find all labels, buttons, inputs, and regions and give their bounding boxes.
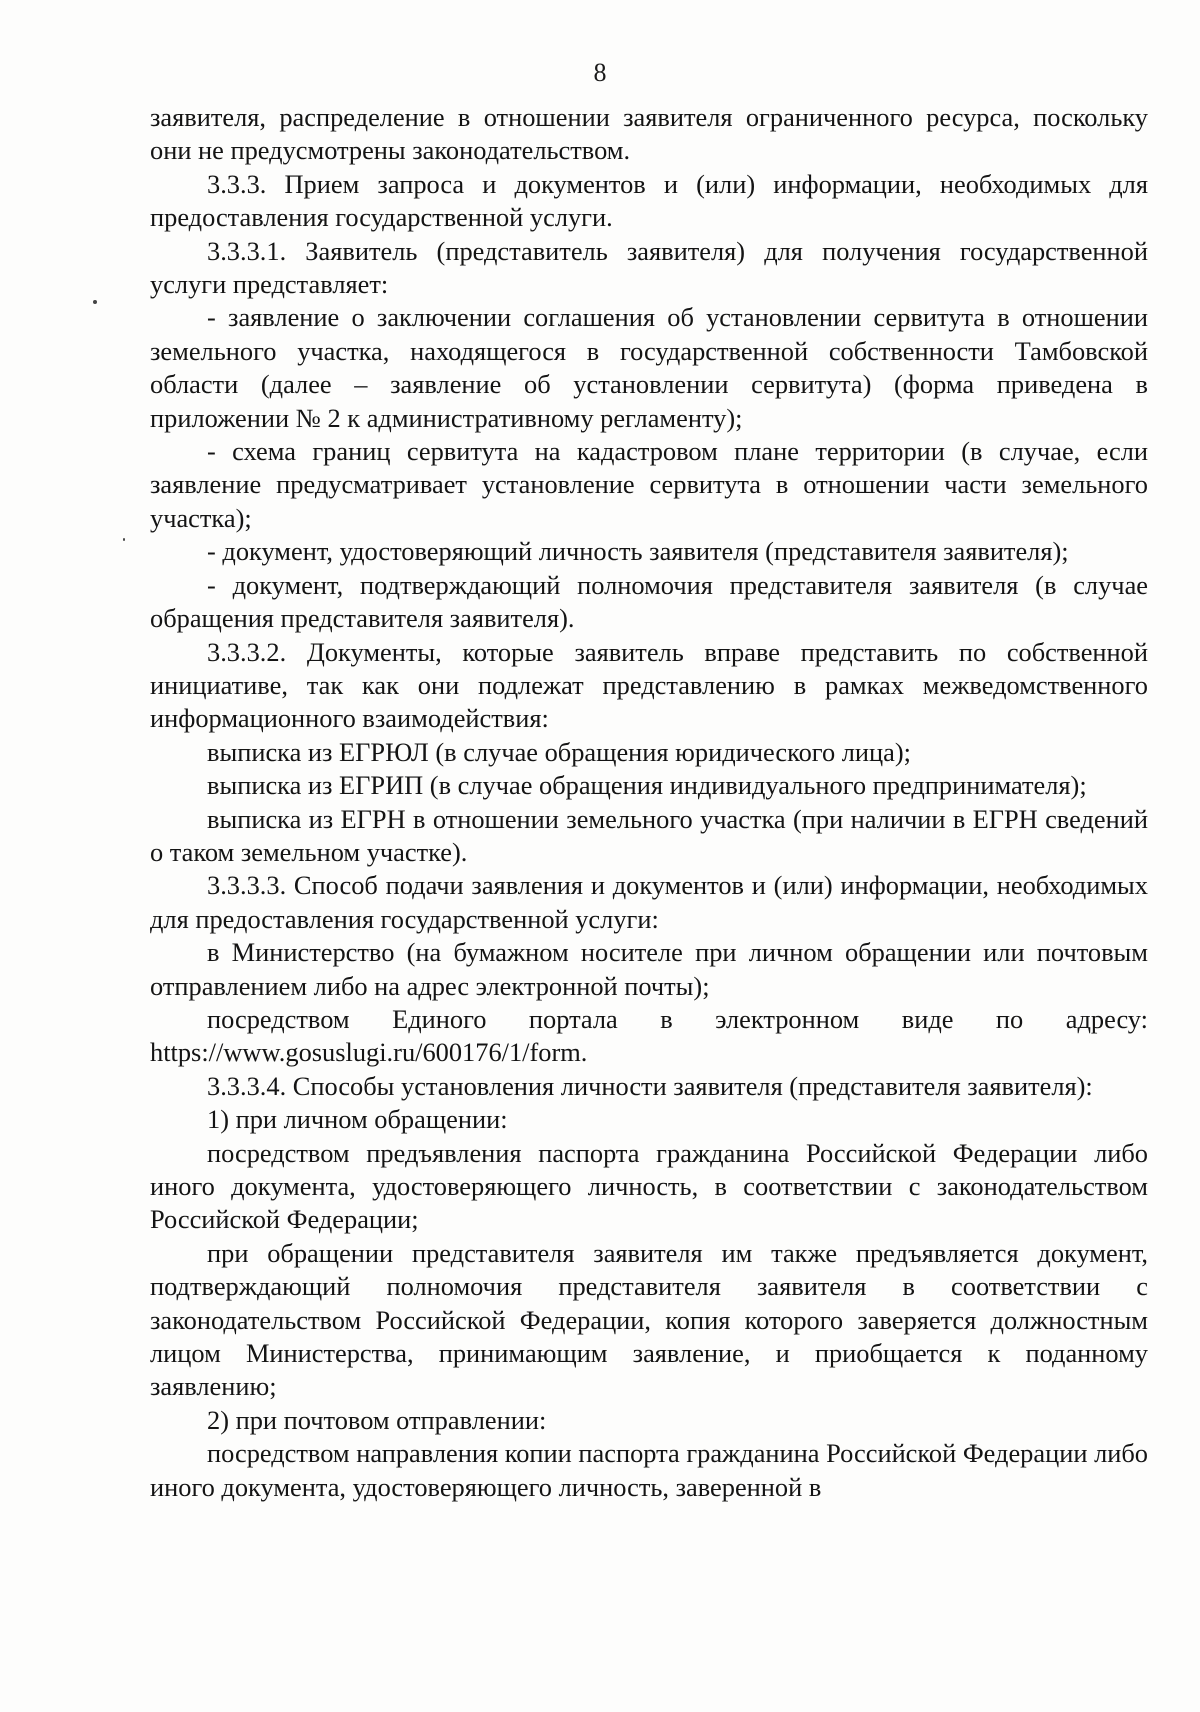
scan-speck [93, 300, 97, 304]
paragraph: 3.3.3.1. Заявитель (представитель заявителя) для получения государственной услуги представляет: [150, 235, 1148, 300]
page-number: 8 [593, 58, 607, 87]
document-body [150, 101, 1148, 1504]
list-item: - документ, подтверждающий полномочия представителя заявителя (в случае обращения представителя заявителя). [150, 569, 1148, 634]
list-item: - схема границ сервитута на кадастровом плане территории (в случае, если заявление предусматривает установление сервитута в отношении части земельного участка); [150, 436, 1148, 533]
list-item: - заявление о заключении соглашения об установлении сервитута в отношении земельного участка, находящегося в государственной собственности Тамбовской области (далее – заявление об установлении сервитута) (форма приведена в приложении № 2 к административному регламенту); [150, 302, 1148, 433]
list-item: 1) при личном обращении: [207, 1104, 508, 1135]
list-item: выписка из ЕГРН в отношении земельного участка (при наличии в ЕГРН сведений о таком земельном участке). [150, 803, 1148, 867]
paragraph: при обращении представителя заявителя им также предъявляется документ, подтверждающий полномочия представителя заявителя в соответствии с законодательством Российской Федерации, копия которого заверяется должностным лицом Министерства, принимающим заявление, и приобщается к поданному заявлению; [150, 1237, 1148, 1402]
section-heading-3-3-3: 3.3.3. Прием запроса и документов и (или) информации, необходимых для предоставления государственной услуги. [150, 168, 1148, 233]
paragraph: 3.3.3.2. Документы, которые заявитель вправе представить по собственной инициативе, так как они подлежат представлению в рамках межведомственного информационного взаимодействия: [150, 636, 1148, 734]
list-item: выписка из ЕГРЮЛ (в случае обращения юридического лица); [207, 736, 911, 767]
paragraph: заявителя, распределение в отношении заявителя ограниченного ресурса, поскольку они не предусмотрены законодательством. [150, 102, 1148, 166]
list-item: в Министерство (на бумажном носителе при личном обращении или почтовым отправлением либо на адрес электронной почты); [150, 937, 1148, 1001]
paragraph: 3.3.3.4. Способы установления личности заявителя (представителя заявителя): [207, 1070, 1093, 1101]
paragraph: посредством направления копии паспорта гражданина Российской Федерации либо иного документа, удостоверяющего личность, заверенной в [150, 1438, 1148, 1502]
list-item: посредством Единого портала в электронном виде по адресу: https://www.gosuslugi.ru/600176/1/form. [150, 1003, 1148, 1068]
paragraph: посредством предъявления паспорта гражданина Российской Федерации либо иного документа, удостоверяющего личность, в соответствии с законодательством Российской Федерации; [150, 1137, 1148, 1235]
list-item: 2) при почтовом отправлении: [207, 1404, 547, 1435]
scan-speck [123, 538, 125, 541]
paragraph: 3.3.3.3. Способ подачи заявления и документов и (или) информации, необходимых для предоставления государственной услуги: [150, 870, 1148, 934]
list-item: выписка из ЕГРИП (в случае обращения индивидуального предпринимателя); [207, 770, 1087, 801]
list-item: - документ, удостоверяющий личность заявителя (представителя заявителя); [207, 536, 1069, 567]
